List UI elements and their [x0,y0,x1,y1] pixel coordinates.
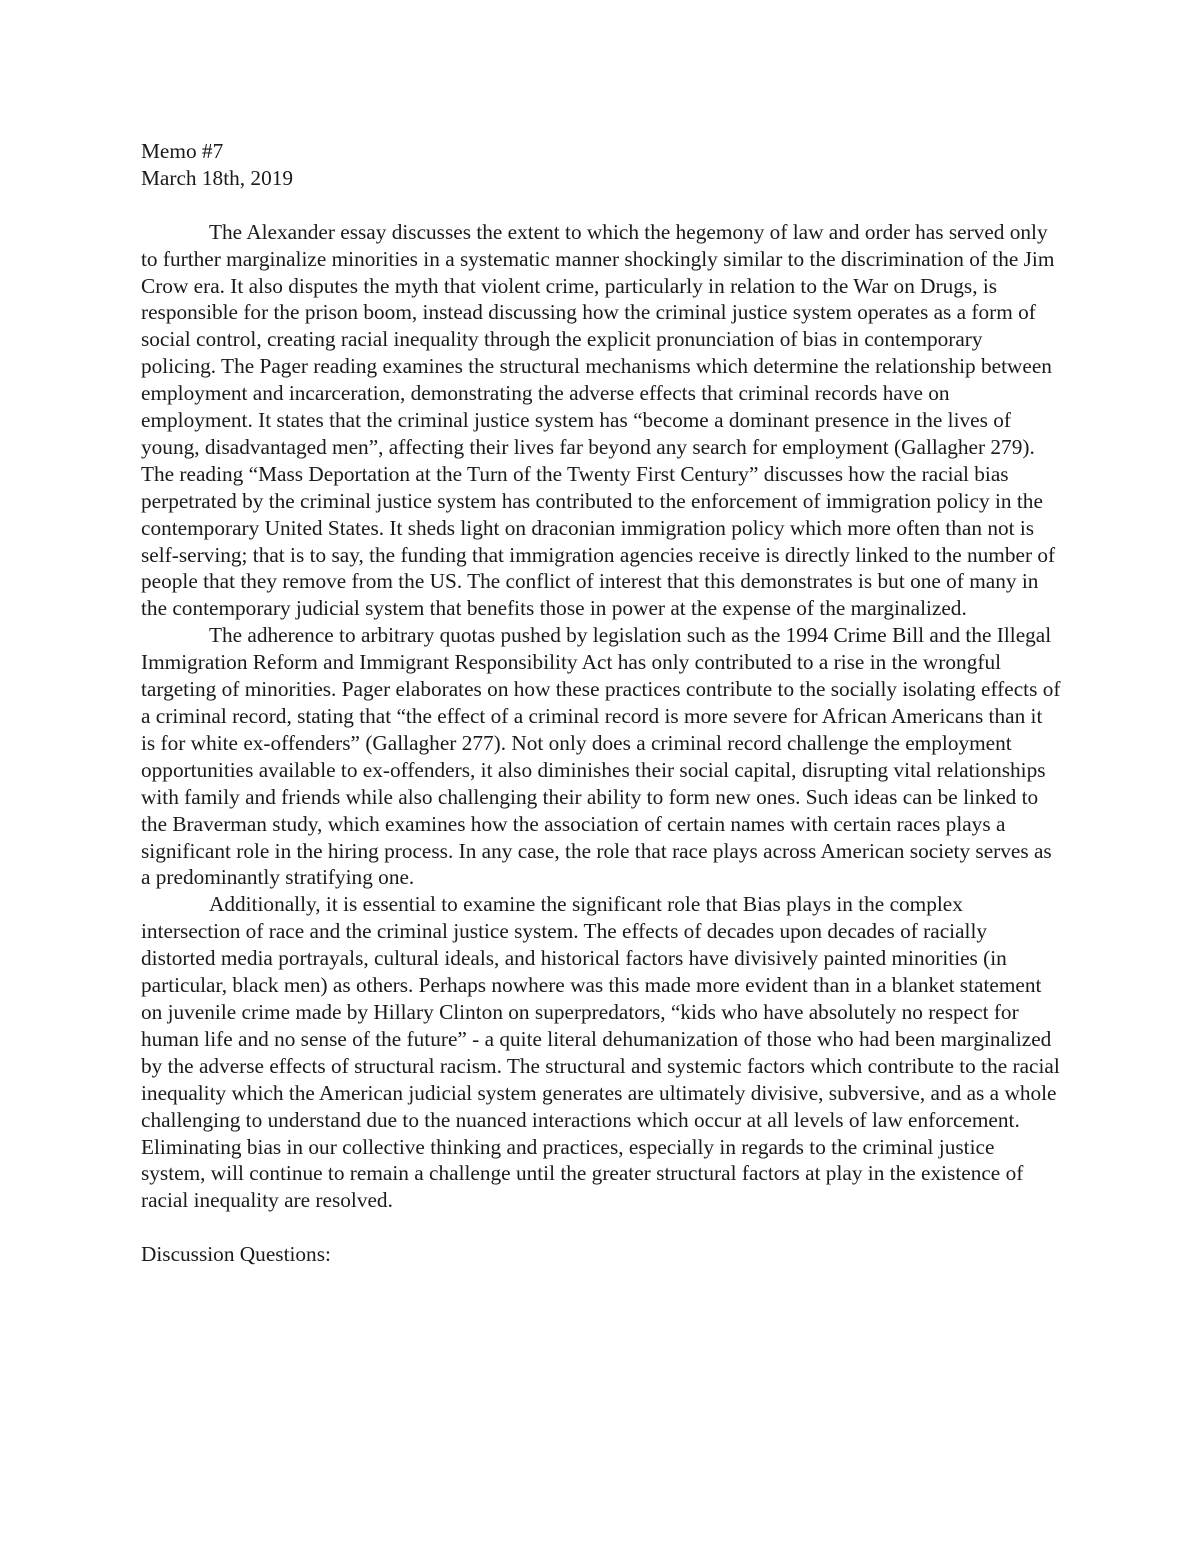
paragraph-quotas: The adherence to arbitrary quotas pushed by legislation such as the 1994 Crime Bill and the Illegal Immigration Reform and Immigrant Responsibility Act has only contributed to a rise in the wrongful targeting of minorities. Pager elaborates on how these practices contribute to the socially isolating effects of a criminal record, stating that “the effect of a criminal record is more severe for African Americans than it is for white ex-offenders” (Gallagher 277). Not only does a criminal record challenge the employment opportunities available to ex-offenders, it also diminishes their social capital, disrupting vital relationships with family and friends while also challenging their ability to form new ones. Such ideas can be linked to the Braverman study, which examines how the association of certain names with certain races plays a significant role in the hiring process. In any case, the role that race plays across American society serves as a predominantly stratifying one. [141,623,1061,890]
paragraph-alexander-pager: The Alexander essay discusses the extent to which the hegemony of law and order has served only to further marginalize minorities in a systematic manner shockingly similar to the discrimination of the Jim Crow era. It also disputes the myth that violent crime, particularly in relation to the War on Drugs, is responsible for the prison boom, instead discussing how the criminal justice system operates as a form of social control, creating racial inequality through the explicit pronunciation of bias in contemporary policing. The Pager reading examines the structural mechanisms which determine the relationship between employment and incarceration, demonstrating the adverse effects that criminal records have on employment. It states that the criminal justice system has “become a dominant presence in the lives of young, disadvantaged men”, affecting their lives far beyond any search for employment (Gallagher 279). The reading “Mass Deportation at the Turn of the Twenty First Century” discusses how the racial bias perpetrated by the criminal justice system has contributed to the enforcement of immigration policy in the contemporary United States. It sheds light on draconian immigration policy which more often than not is self-serving; that is to say, the funding that immigration agencies receive is directly linked to the number of people that they remove from the US. The conflict of interest that this demonstrates is but one of many in the contemporary judicial system that benefits those in power at the expense of the marginalized. [141,219,1056,621]
discussion-questions-heading: Discussion Questions: [141,1242,331,1267]
paragraph-bias: Additionally, it is essential to examine the significant role that Bias plays in the complex intersection of race and the criminal justice system. The effects of decades upon decades of racially distorted media portrayals, cultural ideals, and historical factors have divisively painted minorities (in particular, black men) as others. Perhaps nowhere was this made more evident than in a blanket statement on juvenile crime made by Hillary Clinton on superpredators, “kids who have absolutely no respect for human life and no sense of the future” - a quite literal dehumanization of those who had been marginalized by the adverse effects of structural racism. The structural and systemic factors which contribute to the racial inequality which the American judicial system generates are ultimately divisive, subversive, and as a whole challenging to understand due to the nuanced interactions which occur at all levels of law enforcement. Eliminating bias in our collective thinking and practices, especially in regards to the criminal justice system, will continue to remain a challenge until the greater structural factors at play in the existence of racial inequality are resolved. [141,892,1060,1213]
memo-title: Memo #7 [141,139,224,163]
memo-page [141,138,1061,1268]
spacer [141,1214,1061,1241]
memo-date: March 18th, 2019 [141,165,294,190]
